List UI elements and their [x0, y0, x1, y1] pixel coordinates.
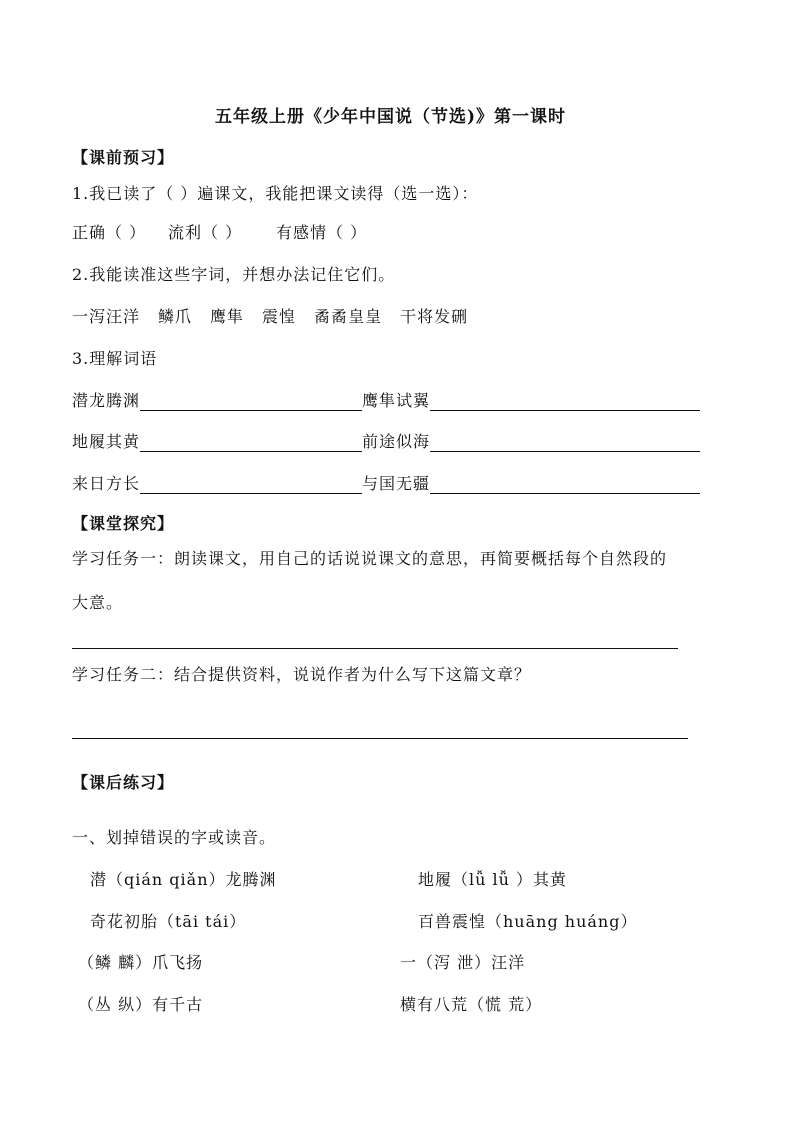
answer-blank[interactable]	[430, 475, 700, 494]
section-heading-preview: 【课前预习】	[72, 148, 175, 167]
practice-question-1: 一、划掉错误的字或读音。	[72, 828, 277, 847]
answer-blank[interactable]	[140, 475, 362, 494]
word-item: 鳞爪	[158, 307, 193, 326]
answer-blank[interactable]	[140, 433, 362, 452]
practice-item: 潜（qián qiǎn）龙腾渊	[90, 870, 277, 889]
answer-line[interactable]	[72, 648, 678, 649]
option-fluent: 流利（ ）	[168, 223, 243, 242]
page-title: 五年级上册《少年中国说（节选)》第一课时	[215, 107, 567, 127]
preview-question-3: 3.理解词语	[72, 349, 158, 368]
answer-blank[interactable]	[430, 433, 700, 452]
explore-task-2: 学习任务二：结合提供资料，说说作者为什么写下这篇文章？	[72, 665, 532, 684]
option-correct: 正确（ ）	[72, 223, 147, 242]
word-item: 矞矞皇皇	[314, 307, 383, 326]
term-label: 潜龙腾渊	[72, 391, 141, 410]
practice-item: 奇花初胎（tāi tái）	[90, 912, 247, 931]
term-label: 与国无疆	[362, 474, 431, 493]
section-heading-explore: 【课堂探究】	[72, 514, 175, 533]
practice-item: 横有八荒（慌 荒）	[400, 995, 543, 1014]
practice-item: 百兽震惶（huāng huáng）	[418, 912, 638, 931]
answer-line[interactable]	[72, 738, 688, 739]
practice-item: （鳞 麟）爪飞扬	[78, 953, 204, 972]
answer-blank[interactable]	[140, 392, 362, 411]
term-label: 来日方长	[72, 474, 141, 493]
preview-q2-words	[72, 307, 486, 327]
word-item: 鹰隼	[210, 307, 245, 326]
word-item: 震惶	[262, 307, 297, 326]
term-label: 前途似海	[362, 432, 431, 451]
term-row	[72, 474, 700, 494]
term-label: 鹰隼试翼	[362, 391, 431, 410]
preview-question-1: 1.我已读了（ ）遍课文，我能把课文读得（选一选）：	[72, 184, 479, 203]
practice-item: 地履（lǚ lǚ ）其黄	[418, 870, 568, 889]
preview-question-2: 2.我能读准这些字词，并想办法记住它们。	[72, 265, 396, 284]
answer-blank[interactable]	[430, 392, 700, 411]
explore-task-1-line-2: 大意。	[72, 593, 124, 612]
term-row	[72, 391, 700, 411]
section-heading-practice: 【课后练习】	[72, 773, 175, 792]
term-row	[72, 432, 700, 452]
explore-task-1-line-1: 学习任务一：朗读课文，用自己的话说说课文的意思，再简要概括每个自然段的	[72, 549, 668, 568]
practice-item: 一（泻 泄）汪洋	[400, 953, 526, 972]
option-emotional: 有感情（ ）	[276, 223, 368, 242]
practice-item: （丛 纵）有千古	[78, 995, 204, 1014]
term-label: 地履其黄	[72, 432, 141, 451]
preview-q1-options	[72, 223, 367, 243]
word-item: 干将发硎	[400, 307, 469, 326]
word-item: 一泻汪洋	[72, 307, 141, 326]
